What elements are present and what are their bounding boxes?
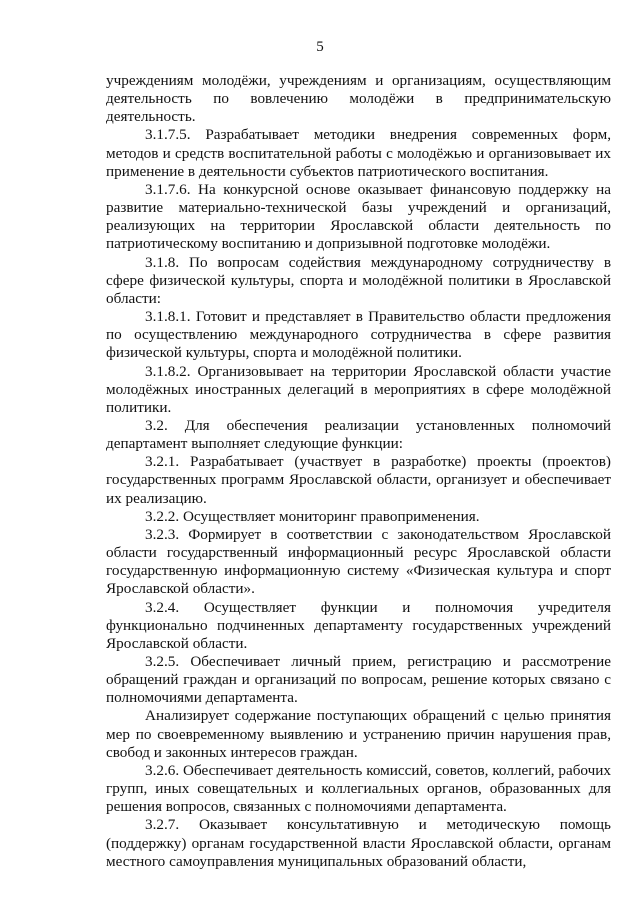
paragraph: 3.2.6. Обеспечивает деятельность комиссий, советов, коллегий, рабочих групп, иных совещательных и коллегиальных органов, образованных для решения вопросов, связанных с полномочиями департамента. xyxy=(106,761,611,816)
paragraph: 3.1.8. По вопросам содействия международному сотрудничеству в сфере физической культуры, спорта и молодёжной политики в Ярославской области: xyxy=(106,253,611,307)
document-body xyxy=(106,72,611,871)
paragraph: 3.2. Для обеспечения реализации установленных полномочий департамент выполняет следующие функции: xyxy=(106,416,611,453)
paragraph: 3.1.7.5. Разрабатывает методики внедрения современных форм, методов и средств воспитательной работы с молодёжью и организовывает их применение в деятельности субъектов патриотического воспитания. xyxy=(106,126,611,180)
page-number: 5 xyxy=(316,39,324,55)
paragraph: 3.1.8.1. Готовит и представляет в Правительство области предложения по осуществлению международного сотрудничества в сфере развития физической культуры, спорта и молодёжной политики. xyxy=(106,308,611,362)
paragraph: 3.2.4. Осуществляет функции и полномочия учредителя функционально подчиненных департаменту государственных учреждений Ярославской области. xyxy=(106,598,611,652)
paragraph: учреждениям молодёжи, учреждениям и организациям, осуществляющим деятельность по вовлечению молодёжи в предпринимательскую деятельность. xyxy=(106,72,611,126)
paragraph: 3.2.2. Осуществляет мониторинг правоприменения. xyxy=(145,507,480,525)
paragraph: 3.1.8.2. Организовывает на территории Ярославской области участие молодёжных иностранных делегаций в мероприятиях в сфере молодёжной политики. xyxy=(106,362,611,416)
paragraph: 3.2.1. Разрабатывает (участвует в разработке) проекты (проектов) государственных программ Ярославской области, организует и обеспечивает их реализацию. xyxy=(106,453,611,507)
paragraph: 3.2.7. Оказывает консультативную и методическую помощь (поддержку) органам государственной власти Ярославской области, органам местного самоуправления муниципальных образований области, xyxy=(106,816,611,870)
paragraph: 3.2.5. Обеспечивает личный прием, регистрацию и рассмотрение обращений граждан и организаций по вопросам, решение которых связано с полномочиями департамента. xyxy=(106,653,611,707)
paragraph: 3.2.3. Формирует в соответствии с законодательством Ярославской области государственный информационный ресурс Ярославской области государственную информационную систему «Физическая культура и спорт Ярославской области». xyxy=(106,525,611,598)
paragraph: 3.1.7.6. На конкурсной основе оказывает финансовую поддержку на развитие материально-технической базы учреждений и организаций, реализующих на территории Ярославской области деятельность по патриотическому воспитанию и допризывной подготовке молодёжи. xyxy=(106,180,611,253)
paragraph: Анализирует содержание поступающих обращений с целью принятия мер по своевременному выявлению и устранению причин нарушения прав, свобод и законных интересов граждан. xyxy=(106,707,611,761)
